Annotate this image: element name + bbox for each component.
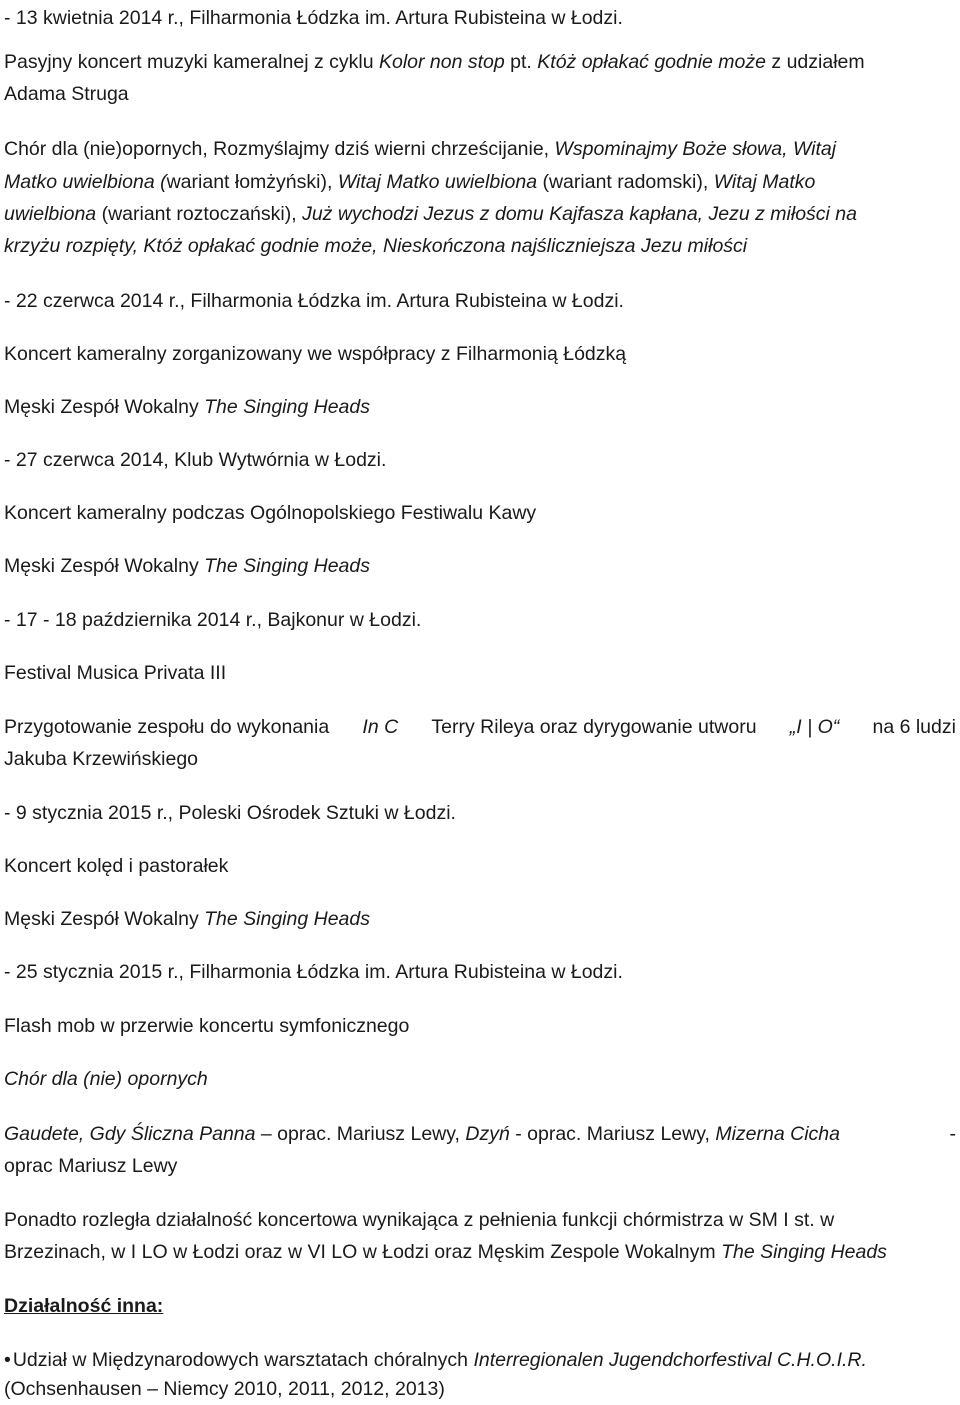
event-description: Festival Musica Privata III	[4, 662, 227, 684]
summary-paragraph-cont: Brzezinach, w I LO w Łodzi oraz w VI LO w Łodzi oraz Męskim Zespole Wokalnym The Singing Heads	[4, 1241, 887, 1263]
program-line: Gaudete, Gdy Śliczna Panna – oprac. Mariusz Lewy, Dzyń - oprac. Mariusz Lewy, Mizerna Cicha -	[4, 1123, 956, 1145]
event-description: Przygotowanie zespołu do wykonania In C Terry Rileya oraz dyrygowanie utworu „I | O“ na 6 ludzi	[4, 716, 956, 738]
event-description: Koncert kameralny zorganizowany we współpracy z Filharmonią Łódzką	[4, 343, 627, 365]
program-line-1: Chór dla (nie)opornych, Rozmyślajmy dziś wierni chrześcijanie, Wspominajmy Boże słowa, Witaj	[4, 138, 837, 160]
event-description: Koncert kolęd i pastorałek	[4, 855, 229, 877]
ensemble-line: Męski Zespół Wokalny The Singing Heads	[4, 396, 370, 418]
event-date-line: - 9 stycznia 2015 r., Poleski Ośrodek Sztuki w Łodzi.	[4, 802, 456, 824]
event-date-line: - 17 - 18 października 2014 r., Bajkonur w Łodzi.	[4, 609, 422, 631]
bullet-item: • Udział w Międzynarodowych warsztatach chóralnych Interregionalen Jugendchorfestival C.H.O.I.R.	[4, 1349, 867, 1371]
program-line-4: krzyżu rozpięty, Któż opłakać godnie może, Nieskończona najśliczniejsza Jezu miłości	[4, 235, 748, 257]
event-description: Pasyjny koncert muzyki kameralnej z cyklu Kolor non stop pt. Któż opłakać godnie może z udziałem	[4, 51, 865, 73]
event-date-line: - 22 czerwca 2014 r., Filharmonia Łódzka im. Artura Rubisteina w Łodzi.	[4, 290, 624, 312]
ensemble-line: Męski Zespół Wokalny The Singing Heads	[4, 555, 370, 577]
event-description: Koncert kameralny podczas Ogólnopolskiego Festiwalu Kawy	[4, 502, 537, 524]
program-line-cont: oprac Mariusz Lewy	[4, 1155, 178, 1177]
summary-paragraph: Ponadto rozległa działalność koncertowa wynikająca z pełnienia funkcji chórmistrza w SM I st. w	[4, 1209, 835, 1231]
program-line-3: uwielbiona (wariant roztoczański), Już wychodzi Jezus z domu Kajfasza kapłana, Jezu z miłości na	[4, 203, 857, 225]
bullet-icon: •	[4, 1349, 11, 1371]
event-date-line: - 27 czerwca 2014, Klub Wytwórnia w Łodzi.	[4, 449, 387, 471]
event-description-cont: Adama Struga	[4, 83, 129, 105]
ensemble-line: Męski Zespół Wokalny The Singing Heads	[4, 908, 370, 930]
event-description-cont: Jakuba Krzewińskiego	[4, 748, 199, 770]
event-date-line: - 25 stycznia 2015 r., Filharmonia Łódzka im. Artura Rubisteina w Łodzi.	[4, 961, 623, 983]
ensemble-line: Chór dla (nie) opornych	[4, 1068, 208, 1090]
bullet-item-cont: (Ochsenhausen – Niemcy 2010, 2011, 2012, 2013)	[4, 1378, 445, 1400]
section-heading: Działalność inna:	[4, 1295, 164, 1317]
event-description: Flash mob w przerwie koncertu symfonicznego	[4, 1015, 410, 1037]
event-date-line: - 13 kwietnia 2014 r., Filharmonia Łódzka im. Artura Rubisteina w Łodzi.	[4, 7, 623, 29]
program-line-2: Matko uwielbiona (wariant łomżyński), Witaj Matko uwielbiona (wariant radomski), Witaj Matko	[4, 171, 816, 193]
